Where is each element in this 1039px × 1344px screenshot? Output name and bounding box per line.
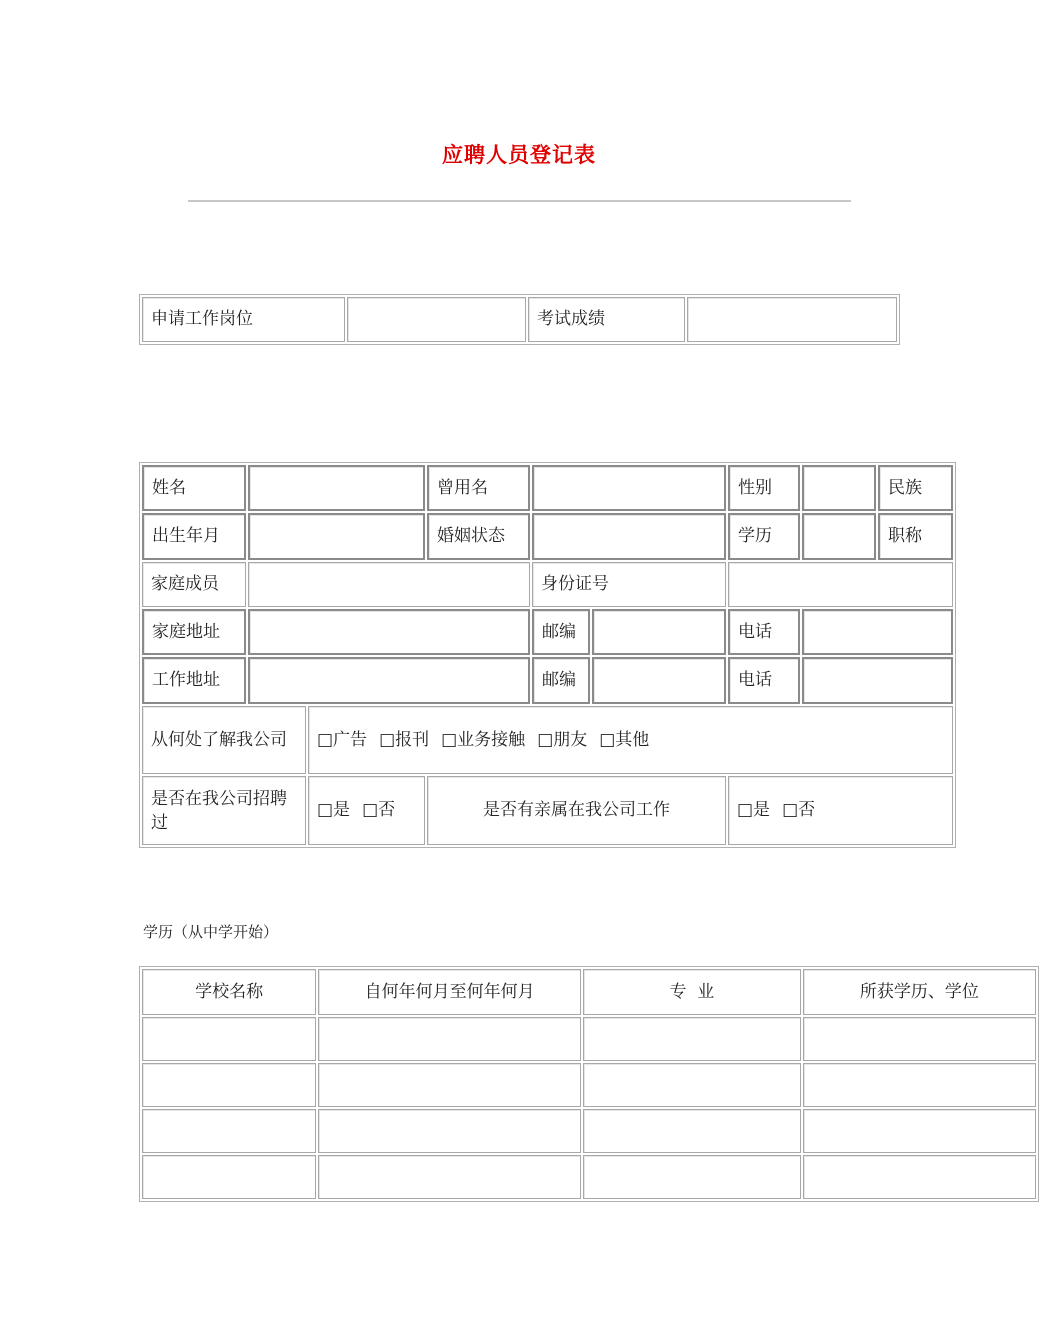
home-phone-label: 电话 — [728, 609, 800, 655]
edu-major-field[interactable] — [583, 1109, 801, 1153]
work-postcode-field[interactable] — [592, 657, 726, 703]
source-friend-checkbox[interactable]: □朋友 — [537, 729, 588, 750]
edu-degree-field[interactable] — [803, 1155, 1036, 1199]
work-address-label: 工作地址 — [142, 657, 246, 703]
source-newspaper-checkbox[interactable]: □报刊 — [379, 729, 430, 750]
home-phone-field[interactable] — [802, 609, 953, 655]
apply-position-label: 申请工作岗位 — [142, 297, 345, 342]
table-row — [142, 1063, 1036, 1107]
education-caption: 学历（从中学开始） — [143, 923, 279, 941]
table-row — [142, 1017, 1036, 1061]
gender-field[interactable] — [802, 465, 876, 511]
title-divider — [188, 200, 851, 202]
former-name-label: 曾用名 — [427, 465, 530, 511]
relatives-options — [728, 776, 953, 845]
applied-before-options — [308, 776, 425, 845]
name-label: 姓名 — [142, 465, 246, 511]
apply-position-field[interactable] — [347, 297, 526, 342]
name-field[interactable] — [248, 465, 425, 511]
education-label: 学历 — [728, 513, 800, 559]
work-phone-label: 电话 — [728, 657, 800, 703]
education-table-clip — [139, 966, 979, 1206]
edu-period-field[interactable] — [318, 1155, 581, 1199]
gender-label: 性别 — [728, 465, 800, 511]
source-options — [308, 706, 953, 775]
table-row — [142, 1109, 1036, 1153]
work-address-field[interactable] — [248, 657, 530, 703]
relatives-yes-checkbox[interactable]: □是 — [737, 800, 771, 821]
applied-no-checkbox[interactable]: □否 — [362, 800, 396, 821]
edu-period-field[interactable] — [318, 1017, 581, 1061]
exam-score-label: 考试成绩 — [528, 297, 685, 342]
ethnicity-label: 民族 — [878, 465, 953, 511]
edu-header-major: 专 业 — [583, 969, 801, 1015]
table-row — [142, 1155, 1036, 1199]
edu-major-field[interactable] — [583, 1155, 801, 1199]
family-label: 家庭成员 — [142, 562, 246, 607]
source-label: 从何处了解我公司 — [142, 706, 306, 775]
home-address-field[interactable] — [248, 609, 530, 655]
source-business-checkbox[interactable]: □业务接触 — [441, 729, 526, 750]
edu-degree-field[interactable] — [803, 1063, 1036, 1107]
edu-major-field[interactable] — [583, 1063, 801, 1107]
edu-period-field[interactable] — [318, 1063, 581, 1107]
relatives-label: 是否有亲属在我公司工作 — [427, 776, 726, 845]
personal-info-table — [139, 462, 956, 848]
edu-school-field[interactable] — [142, 1155, 316, 1199]
family-field[interactable] — [248, 562, 530, 607]
applied-before-label: 是否在我公司招聘过 — [142, 776, 306, 845]
title-label: 职称 — [878, 513, 953, 559]
edu-header-degree: 所获学历、学位 — [803, 969, 1036, 1015]
exam-score-field[interactable] — [687, 297, 897, 342]
edu-degree-field[interactable] — [803, 1017, 1036, 1061]
edu-school-field[interactable] — [142, 1063, 316, 1107]
applied-yes-checkbox[interactable]: □是 — [317, 800, 351, 821]
edu-school-field[interactable] — [142, 1109, 316, 1153]
work-phone-field[interactable] — [802, 657, 953, 703]
source-other-checkbox[interactable]: □其他 — [599, 729, 650, 750]
position-table — [139, 294, 900, 345]
birth-field[interactable] — [248, 513, 425, 559]
marital-field[interactable] — [532, 513, 726, 559]
source-ad-checkbox[interactable]: □广告 — [317, 729, 368, 750]
marital-label: 婚姻状态 — [427, 513, 530, 559]
home-postcode-field[interactable] — [592, 609, 726, 655]
id-field[interactable] — [728, 562, 953, 607]
birth-label: 出生年月 — [142, 513, 246, 559]
education-table — [139, 966, 1039, 1202]
id-label: 身份证号 — [532, 562, 726, 607]
edu-header-school: 学校名称 — [142, 969, 316, 1015]
relatives-no-checkbox[interactable]: □否 — [782, 800, 816, 821]
home-postcode-label: 邮编 — [532, 609, 590, 655]
edu-school-field[interactable] — [142, 1017, 316, 1061]
edu-header-period: 自何年何月至何年何月 — [318, 969, 581, 1015]
edu-period-field[interactable] — [318, 1109, 581, 1153]
home-address-label: 家庭地址 — [142, 609, 246, 655]
edu-degree-field[interactable] — [803, 1109, 1036, 1153]
work-postcode-label: 邮编 — [532, 657, 590, 703]
former-name-field[interactable] — [532, 465, 726, 511]
education-field[interactable] — [802, 513, 876, 559]
edu-major-field[interactable] — [583, 1017, 801, 1061]
form-title: 应聘人员登记表 — [442, 143, 596, 167]
